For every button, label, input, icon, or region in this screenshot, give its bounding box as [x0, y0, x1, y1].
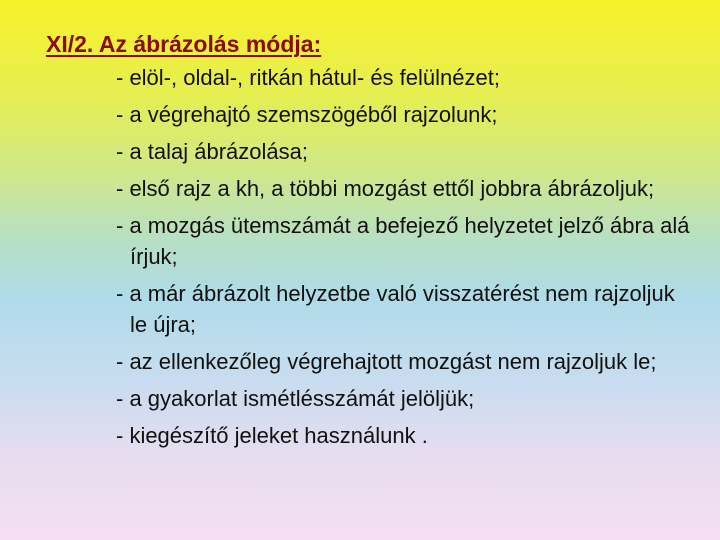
list-item: - kiegészítő jeleket használunk .: [116, 423, 428, 448]
list-item: - elöl-, oldal-, ritkán hátul- és felülnézet;: [116, 65, 500, 90]
list-item: - a mozgás ütemszámát a befejező helyzetet jelző ábra alá írjuk;: [116, 213, 690, 269]
list-item: - a már ábrázolt helyzetbe való visszatérést nem rajzoljuk le újra;: [116, 281, 675, 337]
list-item: - a talaj ábrázolása;: [116, 139, 308, 164]
bullet-list: [116, 62, 696, 457]
list-item: - a végrehajtó szemszögéből rajzolunk;: [116, 102, 498, 127]
slide-title: XI/2. Az ábrázolás módja:: [46, 31, 322, 57]
list-item: - az ellenkezőleg végrehajtott mozgást nem rajzoljuk le;: [116, 349, 657, 374]
list-item: - a gyakorlat ismétlésszámát jelöljük;: [116, 386, 475, 411]
list-item: - első rajz a kh, a többi mozgást ettől jobbra ábrázoljuk;: [116, 176, 655, 201]
